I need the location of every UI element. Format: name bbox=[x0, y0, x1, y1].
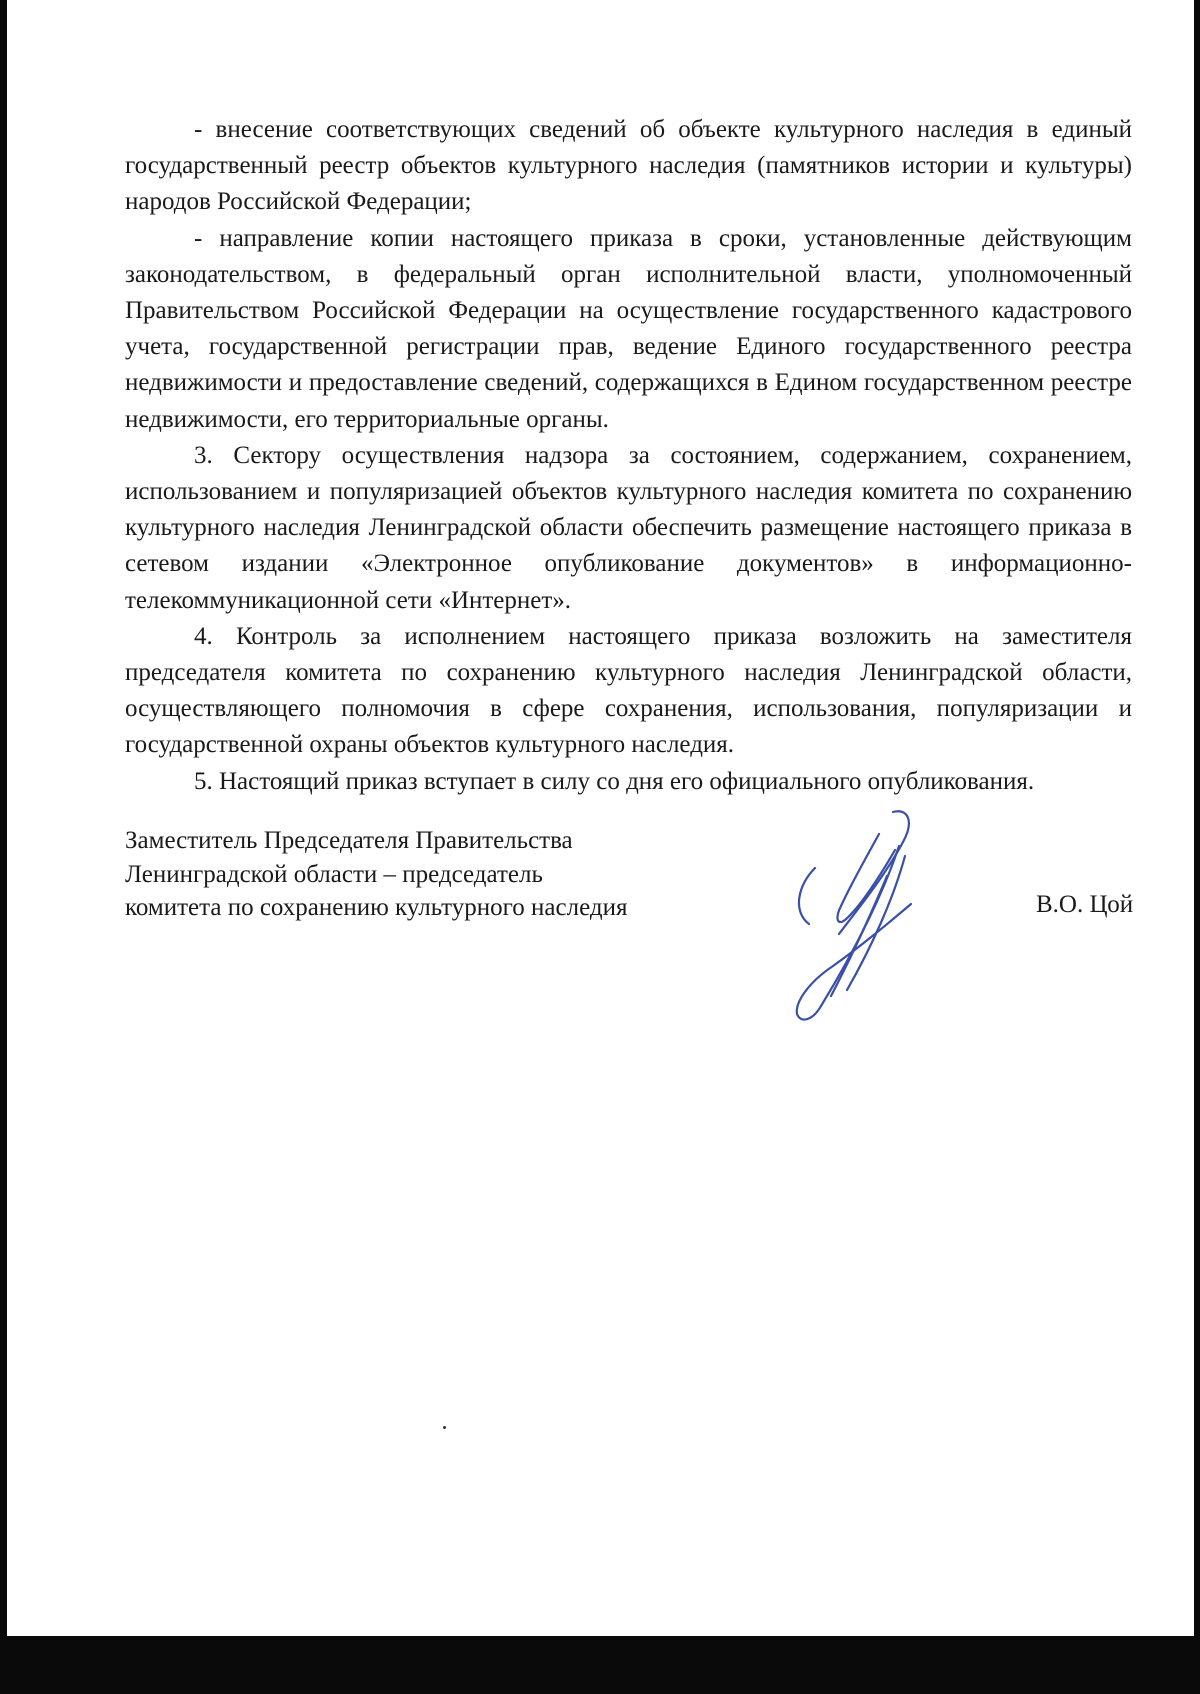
signatory-position bbox=[125, 824, 627, 925]
signatory-position-line: Ленинградской области – председатель bbox=[125, 860, 543, 888]
paragraph-item-4: 4. Контроль за исполнением настоящего приказа возложить на заместителя председателя комитета по сохранению культурного наследия Ленинградской области, осуществляющего полномочия в сфере сохранения, использования, популяризации и государственной охраны объектов культурного наследия. bbox=[125, 622, 1132, 759]
signatory-position-line: комитета по сохранению культурного наследия bbox=[125, 894, 628, 921]
paragraph-registry-entry: - внесение соответствующих сведений об объекте культурного наследия в единый государственный реестр объектов культурного наследия (памятников истории и культуры) народов Российской Федерации; bbox=[125, 116, 1132, 216]
document-body bbox=[125, 112, 1132, 800]
signatory-name: В.О. Цой bbox=[1036, 891, 1134, 918]
scan-bottom-border bbox=[0, 1636, 1200, 1694]
paragraph-copy-direction: - направление копии настоящего приказа в сроки, установленные действующим законодательством, в федеральный орган исполнительной власти, уполномоченный Правительством Российской Федерации на осуществление государственного кадастрового учета, государственной регистрации прав, ведение Единого государственного реестра недвижимости и предоставление сведений, содержащихся в Едином государственном реестре недвижимости, его территориальные органы. bbox=[125, 224, 1132, 433]
scan-speck bbox=[443, 1426, 446, 1429]
signatory-position-line: Заместитель Председателя Правительства bbox=[125, 827, 573, 854]
scan-right-border bbox=[1194, 0, 1200, 1694]
paragraph-item-3: 3. Сектору осуществления надзора за состоянием, содержанием, сохранением, использованием и популяризацией объектов культурного наследия комитета по сохранению культурного наследия Ленинградской области обеспечить размещение настоящего приказа в сетевом издании «Электронное опубликование документов» в информационно-телекоммуникационной сети «Интернет». bbox=[125, 441, 1132, 614]
scan-left-border bbox=[0, 0, 7, 1694]
paragraph-item-5: 5. Настоящий приказ вступает в силу со дня его официального опубликования. bbox=[194, 767, 1035, 795]
handwritten-signature bbox=[775, 806, 945, 1024]
